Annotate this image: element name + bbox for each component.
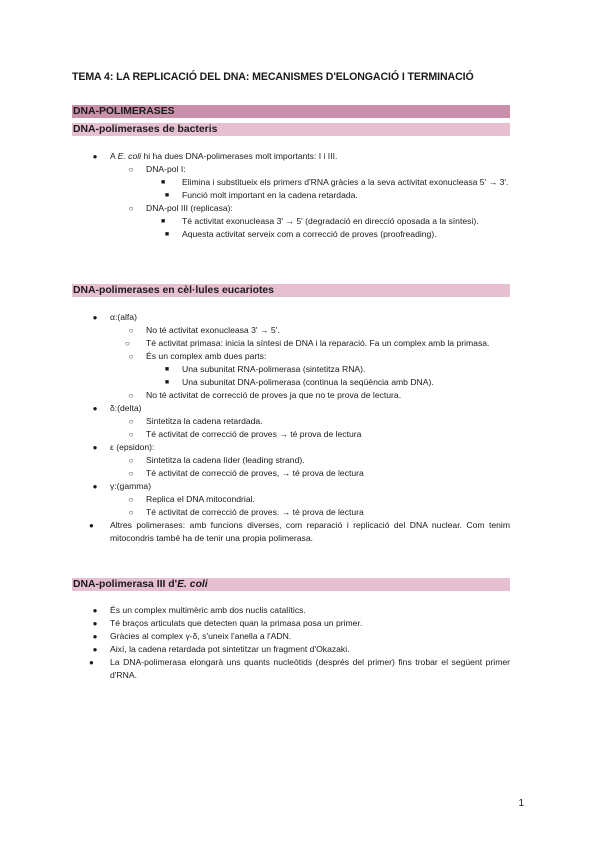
list-item: ■ Una subunitat DNA-polimerasa (continua la seqüència amb DNA). — [72, 376, 510, 389]
eucariotes-list — [72, 311, 510, 545]
bullet-icon: ● — [92, 606, 98, 615]
circle-bullet-icon: ○ — [128, 508, 134, 517]
bullet-icon: ● — [92, 313, 98, 322]
list-item: ● Altres polimerases: amb funcions diverses, com reparació i replicació del DNA nuclear. Com tenim mitocondris també ha de tenir una propia polimerasa. — [89, 520, 510, 543]
circle-bullet-icon: ○ — [128, 352, 134, 361]
list-item: ● γ:(gamma) — [72, 480, 510, 493]
square-bullet-icon: ■ — [164, 192, 170, 199]
bullet-icon: ● — [92, 619, 98, 628]
square-bullet-icon: ■ — [161, 179, 166, 186]
circle-bullet-icon: ○ — [128, 204, 134, 213]
section-heading-pol3: DNA-polimerasa III d'E. coli — [72, 578, 510, 591]
bullet-icon: ● — [89, 658, 94, 667]
bullet-icon: ● — [92, 632, 98, 641]
list-item: ● Té braços articulats que detecten quan la primasa posa un primer. — [72, 617, 510, 630]
circle-bullet-icon: ○ — [128, 456, 134, 465]
list-item: ○ No té activitat exonucleasa 3' → 5'. — [72, 324, 510, 337]
list-item: ■ Funció molt important en la cadena retardada. — [72, 189, 510, 202]
bullet-icon: ● — [92, 152, 98, 161]
list-item: ● Gràcies al complex γ-δ, s'uneix l'anella a l'ADN. — [72, 630, 510, 643]
square-bullet-icon: ■ — [161, 218, 166, 225]
list-item: ○ Té activitat de correcció de proves, → té prova de lectura — [72, 467, 510, 480]
list-item: ○ És un complex amb dues parts: — [72, 350, 510, 363]
list-item: ● ε (epsidon): — [72, 441, 510, 454]
list-item: ○ Replica el DNA mitocondrial. — [72, 493, 510, 506]
list-item: ■ Té activitat exonucleasa 3' → 5' (degradació en direcció oposada a la síntesi). — [161, 216, 479, 226]
circle-bullet-icon: ○ — [128, 417, 134, 426]
list-item: ● δ:(delta) — [72, 402, 510, 415]
circle-bullet-icon: ○ — [128, 469, 134, 478]
circle-bullet-icon: ○ — [128, 391, 134, 400]
bullet-icon: ● — [89, 521, 94, 530]
list-item: ● Així, la cadena retardada pot sintetitzar un fragment d'Okazaki. — [72, 643, 510, 656]
pol3-list — [72, 604, 510, 682]
list-item: ● És un complex multimèric amb dos nuclis catalítics. — [72, 604, 510, 617]
circle-bullet-icon: ○ — [125, 339, 130, 348]
section-heading-bacteris: DNA-polimerases de bacteris — [72, 123, 510, 136]
bullet-icon: ● — [92, 404, 98, 413]
list-item: ○ No té activitat de correcció de proves ja que no te prova de lectura. — [72, 389, 510, 402]
bullet-icon: ● — [92, 443, 98, 452]
square-bullet-icon: ■ — [164, 366, 170, 373]
circle-bullet-icon: ○ — [128, 165, 134, 174]
circle-bullet-icon: ○ — [128, 326, 134, 335]
list-item: ■ Aquesta activitat serveix com a correcció de proves (proofreading). — [72, 228, 510, 241]
list-item: ● La DNA-polimerasa elongarà uns quants nucleòtids (després del primer) fins trobar el següent primer d'RNA. — [89, 657, 510, 680]
list-item: ● A E. coli hi ha dues DNA-polimerases molt importants: I i III. — [72, 150, 510, 163]
bullet-icon: ● — [92, 482, 98, 491]
section-heading-polimerases: DNA-POLIMERASES — [72, 105, 510, 118]
list-item: ■ Una subunitat RNA-polimerasa (sintetitza RNA). — [72, 363, 510, 376]
document-title: TEMA 4: LA REPLICACIÓ DEL DNA: MECANISMES D'ELONGACIÓ I TERMINACIÓ — [72, 71, 474, 83]
list-item: ● α:(alfa) — [72, 311, 510, 324]
bullet-icon: ● — [92, 645, 98, 654]
square-bullet-icon: ■ — [164, 379, 170, 386]
bacteris-list — [72, 150, 510, 241]
list-item: ○ Té activitat de correcció de proves. → té prova de lectura — [72, 506, 510, 519]
list-item: ○ DNA-pol III (replicasa): — [72, 202, 510, 215]
circle-bullet-icon: ○ — [128, 495, 134, 504]
list-item: ○ Sintetitza la cadena líder (leading strand). — [72, 454, 510, 467]
circle-bullet-icon: ○ — [128, 430, 134, 439]
square-bullet-icon: ■ — [164, 231, 170, 238]
list-item: ○ Té activitat primasa: inicia la síntesi de DNA i la reparació. Fa un complex amb la primasa. — [125, 338, 490, 348]
list-item: ○ Sintetitza la cadena retardada. — [72, 415, 510, 428]
page-number: 1 — [518, 798, 524, 809]
list-item: ○ Té activitat de correcció de proves → té prova de lectura — [72, 428, 510, 441]
list-item: ○ DNA-pol I: — [72, 163, 510, 176]
section-heading-eucariotes: DNA-polimerases en cèl·lules eucariotes — [72, 284, 510, 297]
list-item: ■ Elimina i substitueix els primers d'RNA gràcies a la seva activitat exonucleasa 5' → 3'. — [161, 177, 509, 187]
